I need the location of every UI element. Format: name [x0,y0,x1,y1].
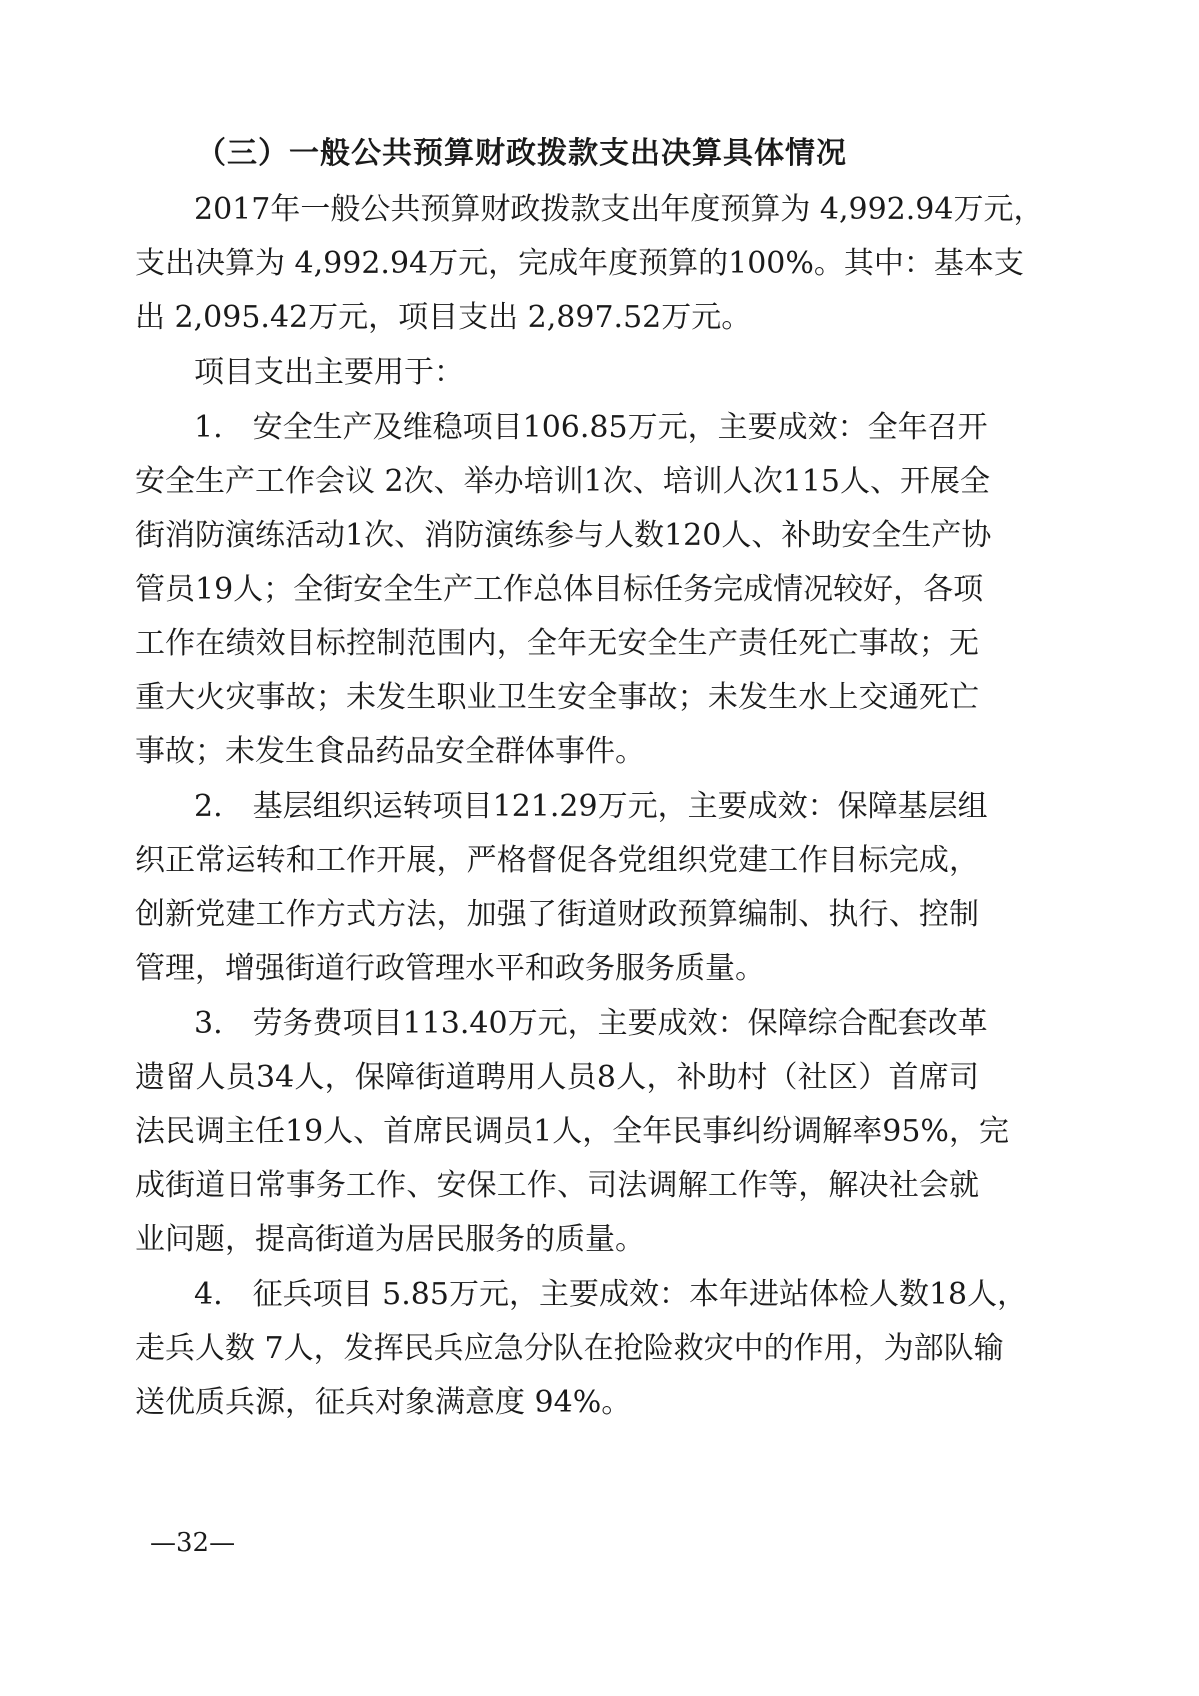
intro-line: 2017年一般公共预算财政拨款支出年度预算为 4,992.94万元， [194,192,1044,227]
item2-line: 织正常运转和工作开展，严格督促各党组织党建工作目标完成， [135,843,979,878]
item3-line: 遗留人员34人，保障街道聘用人员8人，补助村（社区）首席司 [135,1060,979,1095]
item4-line: 送优质兵源，征兵对象满意度 94%。 [135,1385,632,1420]
projects-intro: 项目支出主要用于： [194,355,464,390]
item3-line: 业问题，提高街道为居民服务的质量。 [135,1222,645,1257]
item1-line: 管员19人；全街安全生产工作总体目标任务完成情况较好，各项 [135,572,984,607]
intro-line: 出 2,095.42万元，项目支出 2,897.52万元。 [135,300,752,335]
item1-line: 事故；未发生食品药品安全群体事件。 [135,734,645,769]
item3-line: 法民调主任19人、首席民调员1人，全年民事纠纷调解率95%，完 [135,1114,1009,1149]
item2-line: 管理，增强街道行政管理水平和政务服务质量。 [135,951,765,986]
intro-line: 支出决算为 4,992.94万元，完成年度预算的100%。其中：基本支 [135,246,1024,281]
item1-line: 安全生产工作会议 2次、举办培训1次、培训人次115人、开展全 [135,464,990,499]
item4-line: 走兵人数 7人，发挥民兵应急分队在抢险救灾中的作用，为部队输 [135,1331,1004,1366]
section-heading: （三）一般公共预算财政拨款支出决算具体情况 [196,136,847,171]
item3-line: 3. 劳务费项目113.40万元，主要成效：保障综合配套改革 [194,1006,988,1041]
page-number: —32— [150,1528,236,1558]
item1-line: 1. 安全生产及维稳项目106.85万元，主要成效：全年召开 [194,410,988,445]
item1-line: 工作在绩效目标控制范围内，全年无安全生产责任死亡事故；无 [135,626,979,661]
item4-line: 4. 征兵项目 5.85万元，主要成效：本年进站体检人数18人， [194,1277,1028,1312]
item1-line: 街消防演练活动1次、消防演练参与人数120人、补助安全生产协 [135,518,992,553]
item1-line: 重大火灾事故；未发生职业卫生安全事故；未发生水上交通死亡 [135,680,979,715]
item2-line: 创新党建工作方式方法，加强了街道财政预算编制、执行、控制 [135,897,979,932]
item3-line: 成街道日常事务工作、安保工作、司法调解工作等，解决社会就 [135,1168,979,1203]
item2-line: 2. 基层组织运转项目121.29万元，主要成效：保障基层组 [194,789,988,824]
